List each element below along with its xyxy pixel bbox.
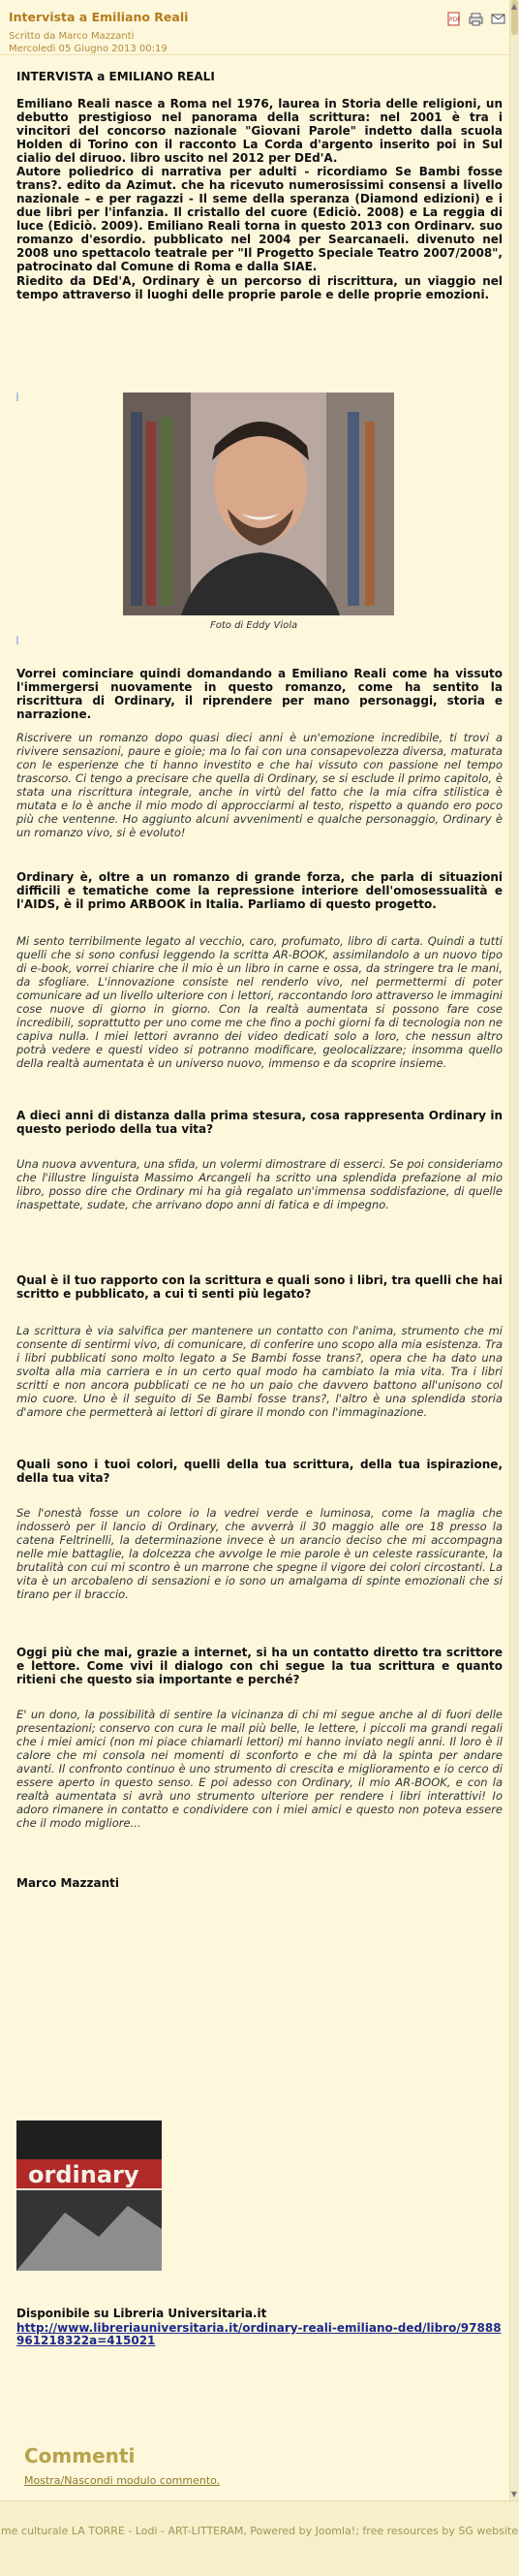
article-heading: INTERVISTA a EMILIANO REALI [16, 70, 215, 83]
book-logo-svg [16, 2120, 162, 2271]
signature: Marco Mazzanti [16, 1876, 119, 1890]
answer-6: E' un dono, la possibilità di sentire la vicinanza di chi mi segue anche al di fuori delle presentazioni; conservo con cura le mail più belle, le lettere, i piccoli ma grandi regali che i miei amici (non mi piace chiamarli lettori) mi hanno inviato negli anni. Il loro è il calore che mi consola nei momenti di sconforto e che mi dà la spinta per andare avanti. Il confronto continuo è uno strumento di crescita e miglioramento e io cerco di essere aperto in questo senso. E poi adesso con Ordinary, il mio AR-BOOK, e con la realtà aumentata si avrà uno strumento ulteriore per rendere i libri interattivi! Io adoro rimanere in contatto e condividere con i miei amici e questo non poteva essere che il modo migliore... [16, 1708, 503, 1830]
photo-caption: Foto di Eddy Viola [210, 620, 298, 631]
answer-1: Riscrivere un romanzo dopo quasi dieci anni è un'emozione incredibile, ti trovi a rivivere sensazioni, paure e gioie; ma lo fai con una consapevolezza diversa, maturata con le esperienze che ti hanno investito e che hai vissuto con passione nel tempo trascorso. Ci tengo a precisare che quella di Ordinary, se si esclude il primo capitolo, è stata una riscrittura integrale, anche in virtù del fatto che la mia cifra stilistica è mutata e lo è anche il mio modo di approcciarmi al testo, rispetto a quando ero poco più che ventenne. Ho aggiunto alcuni avvenimenti e qualche personaggio, Ordinary è un romanzo vivo, si è evoluto! [16, 731, 503, 839]
scroll-down-arrow-icon[interactable]: ▼ [510, 2490, 517, 2498]
answer-4: La scrittura è via salvifica per mantenere un contatto con l'anima, strumento che mi consente di sentirmi vivo, di comunicare, di conferire uno scopo alla mia esistenza. Tra i libri pubblicati sono molto legato a Se Bambi fosse trans?, opera che ha dato una svolta alla mia carriera e in un certo qual modo ha cambiato la mia vita. Tra i libri scritti e non ancora pubblicati ce ne ho un paio che davvero battono all'unisono col mio cuore. Uno è il seguito di Se Bambi fosse trans?, l'altro è una splendida storia d'amore che permetterà ai lettori di girare il mondo con l'immaginazione. [16, 1324, 503, 1419]
intro-paragraph-3: Riedito da DEd'A, Ordinary è un percorso di riscrittura, un viaggio nel tempo attraverso il luoghi delle proprie parole e delle proprie emozioni. [16, 274, 503, 301]
purchase-link[interactable]: http://www.libreriauniversitaria.it/ordinary-reali-emiliano-ded/libro/97888961218322a=415021 [16, 2321, 502, 2347]
svg-text:PDF: PDF [449, 16, 461, 23]
intro-paragraph-1: Emiliano Reali nasce a Roma nel 1976, laurea in Storia delle religioni, un debutto prestigioso nel panorama della scrittura: nel 2001 è tra i vincitori del concorso nazionale "Giovani Parole" indetto dalla scuola Holden di Torino con il racconto La Corda d'argento inserito poi in Sul cialio del diruoo. libro uscito nel 2012 per DEd'A. [16, 97, 503, 165]
separator-mark [16, 393, 18, 401]
article-header [0, 0, 519, 55]
question-2: Ordinary è, oltre a un romanzo di grande forza, che parla di situazioni difficili e tematiche come la repressione interiore dell'omosessualità e l'AIDS, è il primo ARBOOK in Italia. Parliamo di questo progetto. [16, 870, 503, 911]
answer-3: Una nuova avventura, una sfida, un volermi dimostrare di esserci. Se poi consideriamo che l'illustre linguista Massimo Arcangeli ha scritto una splendida prefazione al mio libro, posso dire che Ordinary mi ha già regalato un'immensa soddisfazione, di quelle inaspettate, sudate, che arrivano dopo anni di fatica e di impegno. [16, 1157, 503, 1211]
separator-mark [16, 636, 18, 644]
print-icon[interactable] [469, 12, 483, 26]
pdf-icon[interactable] [446, 12, 461, 26]
scroll-up-arrow-icon[interactable]: ▲ [510, 2, 517, 11]
book-logo[interactable] [16, 2120, 162, 2271]
date-line: Mercoledì 05 Giugno 2013 00:19 [9, 44, 168, 54]
svg-text:ordinary: ordinary [28, 2161, 139, 2188]
footer-text: me culturale LA TORRE - Lodi - ART-LITTERAM, Powered by Joomla!; free resources by SG website [0, 2525, 519, 2537]
answer-2: Mi sento terribilmente legato al vecchio, caro, profumato, libro di carta. Quindi a tutti quelli che si sono confusi leggendo la scritta AR-BOOK, assimilandolo a un nuovo tipo di e-book, vorrei chiarire che il mio è un libro in carne e ossa, da stringere tra le mani, da sfogliare. L'innovazione consiste nel renderlo vivo, nel permettermi di poter comunicare ad un livello ulteriore con i lettori, raccontando loro attraverso le immagini cose nuove di giorno in giorno. Con la realtà aumentata si possono fare cose incredibili, soprattutto per uno come me che fino a pochi giorni fa di tecnologia non ne capiva nulla. I miei lettori avranno dei video dedicati solo a loro, che nessun altro potrà vedere e questi video si potranno modificare, geolocalizzare; insomma quello della realtà aumentata è un universo nuovo, immenso e da scoprire insieme. [16, 934, 503, 1070]
vertical-scrollbar[interactable] [509, 0, 519, 2500]
article-title[interactable]: Intervista a Emiliano Reali [9, 10, 189, 24]
author-line: Scritto da Marco Mazzanti [9, 31, 135, 42]
author-photo [123, 393, 394, 615]
comments-title: Commenti [24, 2444, 136, 2467]
question-5: Quali sono i tuoi colori, quelli della tua scrittura, della tua ispirazione, della tua vita? [16, 1458, 503, 1485]
answer-5: Se l'onestà fosse un colore io la vedrei verde e luminosa, come la maglia che indosserò per il lancio di Ordinary, che avverrà il 30 maggio alle ore 18 presso la catena Feltrinelli, la determinazione invece è un arancio deciso che mi accompagna nelle mie battaglie, la dolcezza che avvolge le mie parole è un celeste rassicurante, la brutalità con cui mi scontro è un marrone che spegne il vigore dei colori circostanti. La vita è un arcobaleno di sensazioni e io sono un amalgama di spinte emozionali che si tirano per il braccio. [16, 1506, 503, 1601]
article-meta [9, 30, 168, 55]
question-6: Oggi più che mai, grazie a internet, si ha un contatto diretto tra scrittore e lettore. Come vivi il dialogo con chi segue la tua scrittura e quanto ritieni che questo sia importante e perché? [16, 1646, 503, 1686]
question-3: A dieci anni di distanza dalla prima stesura, cosa rappresenta Ordinary in questo periodo della tua vita? [16, 1109, 503, 1136]
footer [0, 2500, 519, 2576]
purchase-label: Disponibile su Libreria Universitaria.it [16, 2307, 267, 2320]
article-tools [446, 12, 505, 26]
author-photo-svg [123, 393, 394, 615]
intro-paragraph-2: Autore poliedrico di narrativa per adulti - ricordiamo Se Bambi fosse trans?. edito da Azimut. che ha ricevuto numerosissimi consensi a livello nazionale – e per ragazzi - Il seme della speranza (Diamond edizioni) e i due libri per l'infanzia. Il cristallo del cuore (Ediciò. 2008) e La reggia di luce (Ediciò. 2009). Emiliano Reali torna in questo 2013 con Ordinarv. suo romanzo d'esordio. pubblicato nel 2004 per Searcanaeli. divenuto nel 2008 uno spettacolo teatrale per "Il Progetto Speciale Teatro 2007/2008", patrocinato dal Comune di Roma e dalla SIAE. [16, 165, 503, 273]
question-1: Vorrei cominciare quindi domandando a Emiliano Reali come ha vissuto l'immergersi nuovamente in questo romanzo, come ha sentito la riscrittura di Ordinary, il riprendere per mano personaggi, storia e narrazione. [16, 667, 503, 721]
toggle-comment-form-link[interactable]: Mostra/Nascondi modulo commento. [24, 2474, 221, 2487]
email-icon[interactable] [491, 12, 505, 26]
question-4: Qual è il tuo rapporto con la scrittura e quali sono i libri, tra quelli che hai scritto e pubblicato, a cui ti senti più legato? [16, 1273, 503, 1301]
